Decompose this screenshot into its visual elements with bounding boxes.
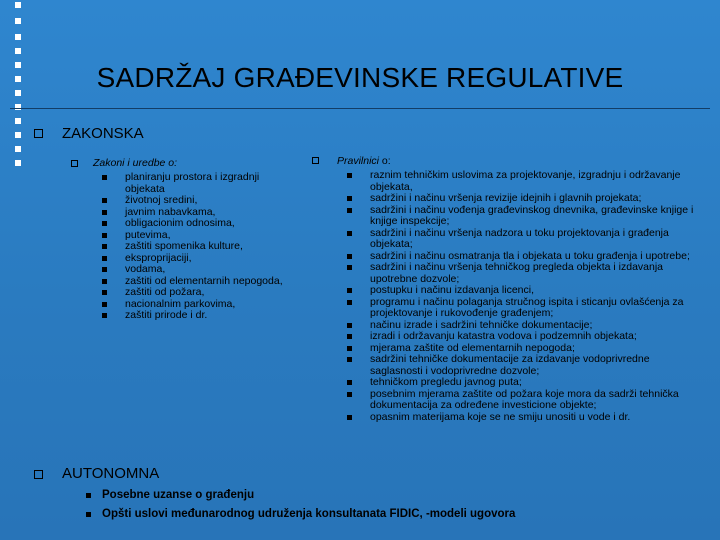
square-bullet-icon [347, 380, 352, 385]
square-bullet-icon [86, 493, 91, 498]
list-item: raznim tehničkim uslovima za projektovanje, izgradnju i održavanje objekata, [370, 170, 705, 193]
square-bullet-icon [347, 334, 352, 339]
square-bullet-icon [102, 210, 107, 215]
list-item: sadržini tehničke dokumentacije za izdavanje vodoprivredne saglasnosti i vodoprivredne dozvole; [370, 354, 705, 377]
list-item: javnim nabavkama, [125, 207, 285, 219]
list-item: mjerama zaštite od elementarnih nepogoda; [370, 343, 705, 355]
square-bullet-icon [102, 313, 107, 318]
square-bullet-icon [86, 512, 91, 517]
list-item: načinu izrade i sadržini tehničke dokumentacije; [370, 320, 705, 332]
square-bullet-icon [102, 256, 107, 261]
list-item: sadržini i načinu osmatranja tla i objekata u toku građenja i upotrebe; [370, 251, 705, 263]
list-item: zaštiti spomenika kulture, [125, 241, 285, 253]
list-item: vodama, [125, 264, 285, 276]
square-bullet-icon [102, 244, 107, 249]
square-bullet-icon [347, 415, 352, 420]
hollow-square-bullet-icon [71, 160, 78, 167]
list-item: zaštiti od požara, [125, 287, 285, 299]
square-bullet-icon [347, 288, 352, 293]
title-divider [10, 108, 710, 109]
square-bullet-icon [347, 357, 352, 362]
square-bullet-icon [102, 233, 107, 238]
square-bullet-icon [347, 173, 352, 178]
section-autonomna: AUTONOMNA [62, 465, 160, 482]
section-zakonska: ZAKONSKA [62, 125, 144, 142]
square-bullet-icon [102, 279, 107, 284]
square-bullet-icon [102, 302, 107, 307]
hollow-square-bullet-icon [312, 157, 319, 164]
list-item: posebnim mjerama zaštite od požara koje mora da sadrži tehnička dokumentacija za određene investicione objekte; [370, 389, 705, 412]
square-bullet-icon [347, 346, 352, 351]
square-bullet-icon [347, 323, 352, 328]
hollow-square-bullet-icon [34, 129, 43, 138]
list-item: zaštiti od elementarnih nepogoda, [125, 276, 285, 288]
list-item: nacionalnim parkovima, [125, 299, 285, 311]
list-item: tehničkom pregledu javnog puta; [370, 377, 705, 389]
list-item: opasnim materijama koje se ne smiju unositi u vode i dr. [370, 412, 705, 424]
list-item: zaštiti prirode i dr. [125, 310, 285, 322]
list-item: obligacionim odnosima, [125, 218, 285, 230]
list-item: eksproprijaciji, [125, 253, 285, 265]
square-bullet-icon [102, 198, 107, 203]
right-heading: Pravilnici o: [337, 155, 391, 167]
square-bullet-icon [102, 267, 107, 272]
list-item: planiranju prostora i izgradnji objekata [125, 172, 285, 195]
square-bullet-icon [347, 231, 352, 236]
square-bullet-icon [347, 265, 352, 270]
list-item: sadržini i načinu vođenja građevinskog dnevnika, građevinske knjige i knjige inspekcije; [370, 205, 705, 228]
square-bullet-icon [347, 300, 352, 305]
slide-title: SADRŽAJ GRAĐEVINSKE REGULATIVE [96, 62, 624, 93]
square-bullet-icon [347, 392, 352, 397]
right-list [370, 170, 705, 423]
list-item: programu i načinu polaganja stručnog ispita i sticanju ovlašćenja za projektovanje i rukovođenje građenjem; [370, 297, 705, 320]
bottom-item-1: Posebne uzanse o građenju [102, 489, 255, 501]
square-bullet-icon [347, 196, 352, 201]
bottom-item-2: Opšti uslovi međunarodnog udruženja konsultanata FIDIC, -modeli ugovora [102, 508, 516, 520]
left-list [125, 172, 285, 322]
list-item: životnoj sredini, [125, 195, 285, 207]
square-bullet-icon [102, 290, 107, 295]
square-bullet-icon [347, 208, 352, 213]
list-item: sadržini i načinu vršenja revizije idejnih i glavnih projekata; [370, 193, 705, 205]
list-item: postupku i načinu izdavanja licenci, [370, 285, 705, 297]
left-heading: Zakoni i uredbe o: [93, 157, 178, 169]
hollow-square-bullet-icon [34, 470, 43, 479]
square-bullet-icon [102, 175, 107, 180]
square-bullet-icon [102, 221, 107, 226]
list-item: izradi i održavanju katastra vodova i podzemnih objekata; [370, 331, 705, 343]
list-item: sadržini i načinu vršenja tehničkog pregleda objekta i izdavanja upotrebne dozvole; [370, 262, 705, 285]
list-item: putevima, [125, 230, 285, 242]
list-item: sadržini i načinu vršenja nadzora u toku projektovanja i građenja objekata; [370, 228, 705, 251]
square-bullet-icon [347, 254, 352, 259]
